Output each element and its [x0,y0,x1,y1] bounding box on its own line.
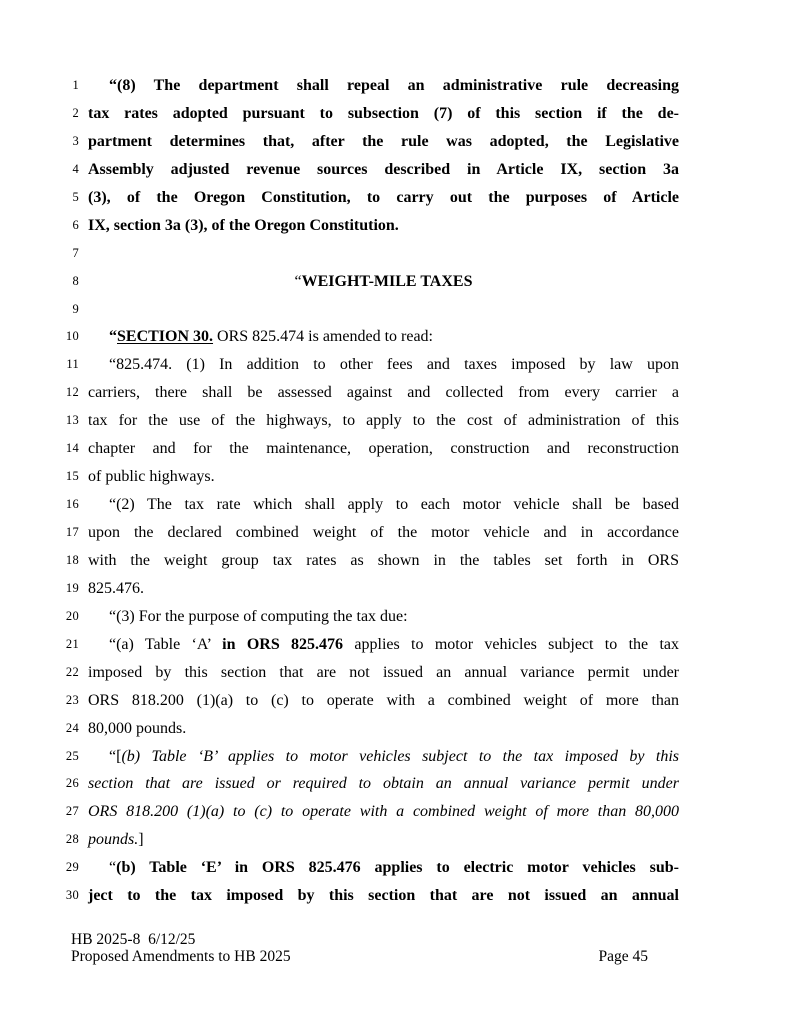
document-line [0,323,800,351]
line-number: 7 [72,245,79,260]
line-number: 30 [65,888,79,903]
text-segment: applies to motor vehicles subject to the tax [343,635,680,653]
document-line [0,240,800,268]
line-number: 6 [72,217,79,232]
document-line [0,854,800,882]
line-number: 22 [65,664,79,679]
document-line [0,351,800,379]
line-text [88,212,679,240]
text-segment: section that are issued or required to obtain an annual variance permit under [88,775,679,793]
text-segment: 825.476. [88,579,144,597]
document-line [0,407,800,435]
text-segment: 80,000 pounds. [88,719,187,737]
line-number: 13 [65,413,79,428]
text-segment: “[ [109,747,122,765]
line-text [88,854,679,882]
line-text [88,184,679,212]
line-number: 3 [72,133,79,148]
line-number: 5 [72,189,79,204]
footer-amendments-label: Proposed Amendments to HB 2025 [71,948,291,966]
line-text [88,743,679,771]
document-line [0,463,800,491]
document-line [0,882,800,910]
line-text [88,547,679,575]
line-text [88,770,679,798]
line-number: 9 [72,301,79,316]
line-text [88,268,679,296]
document-line [0,491,800,519]
footer-page-number: Page 45 [598,948,648,966]
line-number: 25 [65,748,79,763]
text-segment: “ [109,859,117,877]
text-segment: “ [109,328,117,346]
document-line [0,575,800,603]
line-text [88,407,679,435]
text-segment: ORS 818.200 (1)(a) to (c) to operate with a combined weight of more than [88,691,679,709]
text-segment: ] [138,831,144,849]
line-number: 14 [65,441,79,456]
document-line [0,184,800,212]
line-number: 15 [65,469,79,484]
document-line [0,715,800,743]
line-text [88,882,679,910]
document-line [0,659,800,687]
text-segment: ORS 825.474 is amended to read: [213,328,433,346]
text-segment: “(2) The tax rate which shall apply to each motor vehicle shall be based [109,496,679,514]
line-text [88,128,679,156]
text-segment: (b) Table ‘B’ applies to motor vehicles subject to the tax imposed by this [121,747,679,765]
line-text [88,351,679,379]
text-segment: partment determines that, after the rule was adopted, the Legislative [88,132,679,150]
text-segment: carriers, there shall be assessed against and collected from every carrier a [88,384,679,402]
document-line [0,770,800,798]
document-line [0,687,800,715]
text-segment: WEIGHT-MILE TAXES [301,272,473,290]
text-segment: with the weight group tax rates as shown in the tables set forth in ORS [88,551,679,569]
line-text [88,659,679,687]
document-line [0,379,800,407]
document-line [0,519,800,547]
text-segment: “(3) For the purpose of computing the tax due: [109,607,408,625]
line-number: 18 [65,552,79,567]
line-text [88,100,679,128]
document-line [0,100,800,128]
text-segment: tax rates adopted pursuant to subsection (7) of this section if the de- [88,104,679,122]
line-number: 23 [65,692,79,707]
text-segment: Assembly adjusted revenue sources described in Article IX, section 3a [88,160,679,178]
document-line [0,743,800,771]
line-text [88,72,679,100]
line-text [88,519,679,547]
document-line [0,547,800,575]
line-text [88,687,679,715]
footer-bill-id: HB 2025-8 6/12/25 [71,931,196,948]
line-number: 21 [65,636,79,651]
document-line [0,826,800,854]
line-number: 12 [65,385,79,400]
line-number: 19 [65,580,79,595]
line-number: 28 [65,832,79,847]
text-segment: (b) Table ‘E’ in ORS 825.476 applies to electric motor vehicles sub- [116,859,679,877]
document-line [0,72,800,100]
line-number: 1 [72,78,79,92]
text-segment: “ [294,272,302,290]
line-number: 27 [65,804,79,819]
line-number: 26 [65,776,79,791]
footer-second-row [71,948,648,965]
text-segment: “(8) The department shall repeal an administrative rule decreasing [109,77,679,94]
line-text [88,379,679,407]
line-text [88,798,679,826]
text-segment: IX, section 3a (3), of the Oregon Constitution. [88,216,399,234]
line-text [88,435,679,463]
document-line [0,798,800,826]
text-segment: SECTION 30. [117,328,214,346]
line-number: 11 [66,357,79,372]
text-segment: “(a) Table ‘A’ [109,635,223,653]
line-text [88,603,679,631]
document-line [0,268,800,296]
document-line [0,128,800,156]
line-text [88,156,679,184]
document-line [0,156,800,184]
line-text [88,463,679,491]
text-segment: tax for the use of the highways, to apply to the cost of administration of this [88,412,679,430]
line-number: 20 [65,608,79,623]
document-line [0,212,800,240]
document-line [0,603,800,631]
text-segment: pounds. [88,831,139,849]
line-number: 17 [65,525,79,539]
page-footer [71,931,648,966]
line-text [88,715,679,743]
text-segment: imposed by this section that are not issued an annual variance permit under [88,663,679,681]
text-segment: “825.474. (1) In addition to other fees and taxes imposed by law upon [109,356,679,374]
line-number: 10 [65,329,79,344]
line-number: 2 [72,105,79,120]
line-number: 29 [65,860,79,875]
text-segment: ject to the tax imposed by this section that are not issued an annual [88,887,679,905]
text-segment: in ORS 825.476 [222,635,344,653]
line-number: 8 [72,273,79,288]
line-number: 24 [65,720,79,735]
line-number: 4 [72,161,79,176]
text-segment: chapter and for the maintenance, operation, construction and reconstruction [88,440,679,458]
line-text [88,575,679,603]
line-text [88,631,679,659]
text-segment: upon the declared combined weight of the motor vehicle and in accordance [88,524,679,541]
text-segment: of public highways. [88,468,215,486]
document-line [0,435,800,463]
document-line [0,631,800,659]
line-text [88,491,679,519]
text-segment: ORS 818.200 (1)(a) to (c) to operate with a combined weight of more than 80,000 [88,803,679,821]
line-text [88,323,679,351]
line-number: 16 [65,497,79,512]
line-text [88,826,679,854]
text-segment: (3), of the Oregon Constitution, to carry out the purposes of Article [88,188,679,206]
document-lines [0,72,800,910]
document-line [0,296,800,324]
